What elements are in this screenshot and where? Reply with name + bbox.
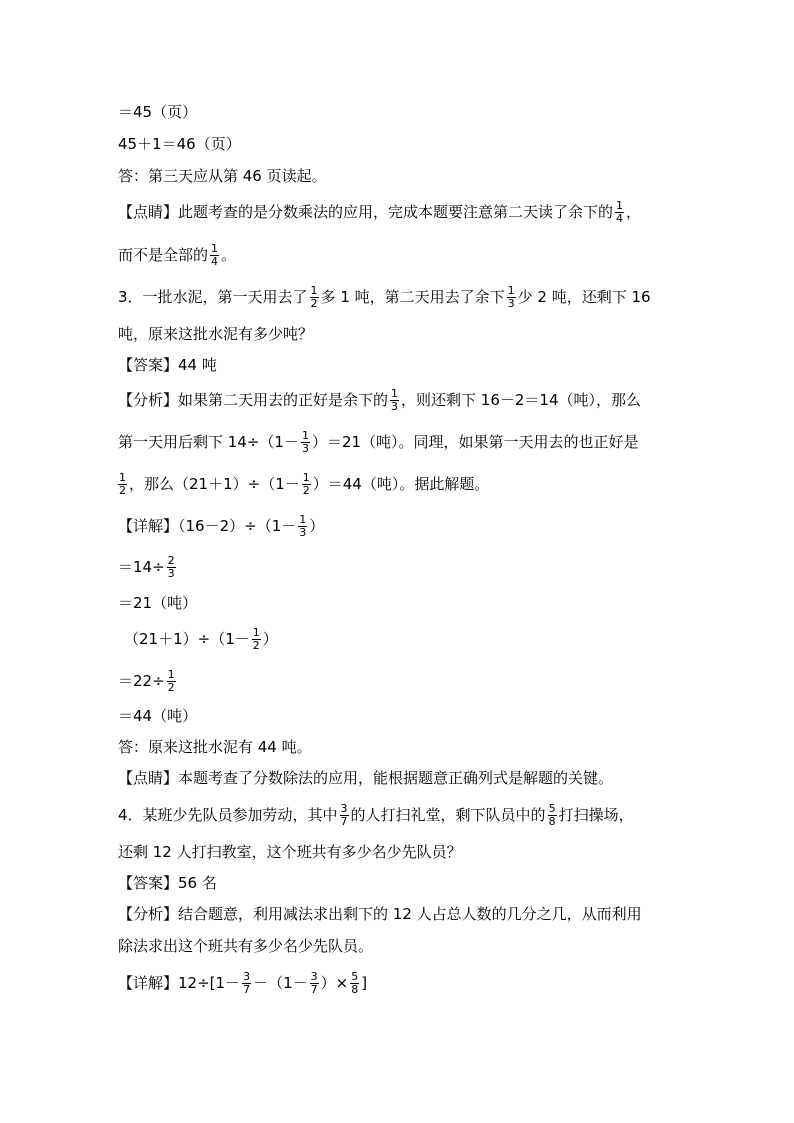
line-text: 还剩 12 人打扫教室，这个班共有多少名少先队员？ bbox=[118, 843, 462, 861]
text-line bbox=[118, 134, 241, 154]
solution-line bbox=[118, 514, 324, 539]
comment-line bbox=[118, 200, 641, 225]
fraction-numerator: 1 bbox=[119, 471, 126, 484]
fraction-denominator: 7 bbox=[310, 983, 318, 996]
fraction bbox=[167, 555, 176, 580]
fraction-numerator: 1 bbox=[391, 387, 399, 400]
fraction-denominator: 3 bbox=[301, 442, 309, 455]
line-text: ）＝44（吨）。据此解题。 bbox=[312, 475, 490, 493]
line-text: 【点睛】此题考查的是分数乘法的应用，完成本题要注意第二天读了余下的 bbox=[118, 203, 614, 221]
line-text: 多 1 吨，第二天用去了余下 bbox=[320, 288, 505, 306]
solution-line bbox=[118, 971, 367, 996]
line-text: 答：第三天应从第 46 页读起。 bbox=[118, 167, 327, 185]
line-text: 【答案】44 吨 bbox=[118, 356, 217, 374]
line-text: 【点睛】本题考查了分数除法的应用，能根据题意正确列式是解题的关键。 bbox=[118, 769, 614, 787]
line-text: 答：原来这批水泥有 44 吨。 bbox=[118, 738, 312, 756]
line-text: －（1－ bbox=[253, 974, 308, 992]
fraction-numerator: 1 bbox=[301, 429, 309, 442]
solution-line bbox=[118, 669, 178, 694]
comment-line bbox=[118, 768, 613, 788]
fraction bbox=[615, 200, 624, 225]
fraction-denominator: 7 bbox=[243, 983, 251, 996]
fraction-denominator: 4 bbox=[211, 255, 219, 268]
line-text: 除法求出这个班共有多少名少先队员。 bbox=[118, 937, 374, 955]
line-text: 少 2 吨，还剩下 16 bbox=[517, 288, 651, 306]
fraction bbox=[302, 472, 311, 497]
question-line bbox=[118, 803, 634, 828]
fraction-denominator: 3 bbox=[391, 400, 399, 413]
line-text: 打扫操场， bbox=[558, 806, 634, 824]
fraction bbox=[310, 971, 319, 996]
analysis-line bbox=[118, 904, 642, 924]
fraction-denominator: 8 bbox=[351, 983, 359, 996]
comment-line bbox=[118, 243, 236, 268]
line-text: 【详解】12÷[1－ bbox=[118, 974, 241, 992]
fraction bbox=[350, 971, 359, 996]
analysis-line bbox=[118, 388, 641, 413]
fraction-numerator: 1 bbox=[310, 284, 318, 297]
line-text: 【分析】如果第二天用去的正好是余下的 bbox=[118, 391, 389, 409]
fraction-numerator: 1 bbox=[507, 284, 515, 297]
line-text: ＝14÷ bbox=[118, 558, 165, 576]
line-text: 而不是全部的 bbox=[118, 246, 209, 264]
fraction bbox=[167, 669, 176, 694]
line-text: 3．一批水泥，第一天用去了 bbox=[118, 288, 308, 306]
solution-line bbox=[118, 593, 197, 613]
fraction-denominator: 3 bbox=[507, 297, 515, 310]
fraction-numerator: 3 bbox=[310, 970, 318, 983]
line-text: ＝44（吨） bbox=[118, 707, 198, 725]
line-text: ，那么（21＋1）÷（1－ bbox=[129, 475, 300, 493]
question-line bbox=[118, 842, 462, 862]
fraction bbox=[340, 803, 349, 828]
line-text: 第一天用后剩下 14÷（1－ bbox=[118, 433, 299, 451]
fraction-denominator: 2 bbox=[310, 297, 318, 310]
fraction-numerator: 1 bbox=[252, 626, 260, 639]
text-line bbox=[118, 102, 197, 122]
line-text: ， bbox=[626, 203, 642, 221]
fraction-denominator: 2 bbox=[119, 484, 126, 497]
analysis-line bbox=[118, 936, 373, 956]
fraction-numerator: 1 bbox=[211, 242, 219, 255]
fraction-numerator: 3 bbox=[340, 802, 348, 815]
fraction bbox=[310, 285, 319, 310]
fraction bbox=[298, 514, 307, 539]
fraction-numerator: 1 bbox=[167, 668, 175, 681]
line-text: ） bbox=[262, 630, 278, 648]
line-text: ，则还剩下 16－2＝14（吨），那么 bbox=[401, 391, 642, 409]
line-text: 【答案】56 名 bbox=[118, 874, 217, 892]
line-text: ＝22÷ bbox=[118, 672, 165, 690]
fraction bbox=[390, 388, 399, 413]
fraction bbox=[242, 971, 251, 996]
question-line bbox=[118, 324, 313, 344]
solution-line bbox=[118, 555, 178, 580]
fraction-numerator: 1 bbox=[302, 471, 310, 484]
line-text: 45＋1＝46（页） bbox=[118, 135, 241, 153]
line-text: 4．某班少先队员参加劳动，其中 bbox=[118, 806, 338, 824]
line-text: 【详解】（16－2）÷（1－ bbox=[118, 517, 297, 535]
line-text: ＝21（吨） bbox=[118, 594, 198, 612]
line-text: ）＝21（吨）。同理，如果第一天用去的也正好是 bbox=[311, 433, 639, 451]
fraction-numerator: 1 bbox=[616, 199, 624, 212]
solution-line bbox=[118, 706, 197, 726]
fraction bbox=[118, 472, 127, 497]
fraction-numerator: 2 bbox=[167, 554, 175, 567]
question-line bbox=[118, 285, 651, 310]
answer-line bbox=[118, 166, 327, 186]
fraction-denominator: 2 bbox=[302, 484, 310, 497]
fraction bbox=[252, 627, 261, 652]
fraction bbox=[548, 803, 557, 828]
fraction-numerator: 5 bbox=[548, 802, 556, 815]
fraction-denominator: 2 bbox=[252, 639, 260, 652]
answer-line bbox=[118, 737, 312, 757]
fraction bbox=[210, 243, 219, 268]
answer-line bbox=[118, 873, 217, 893]
line-text: ）× bbox=[320, 974, 349, 992]
fraction-denominator: 3 bbox=[299, 526, 307, 539]
line-text: ] bbox=[361, 974, 368, 992]
line-text: ＝45（页） bbox=[118, 103, 198, 121]
solution-line bbox=[124, 627, 278, 652]
fraction-denominator: 3 bbox=[167, 567, 175, 580]
fraction-numerator: 1 bbox=[299, 513, 307, 526]
fraction-denominator: 7 bbox=[340, 815, 348, 828]
analysis-line bbox=[118, 430, 639, 455]
line-text: 吨，原来这批水泥有多少吨？ bbox=[118, 325, 314, 343]
line-text: 【分析】结合题意，利用减法求出剩下的 12 人占总人数的几分之几，从而利用 bbox=[118, 905, 642, 923]
line-text: （21＋1）÷（1－ bbox=[124, 630, 250, 648]
fraction bbox=[301, 430, 310, 455]
answer-line bbox=[118, 355, 217, 375]
line-text: 。 bbox=[221, 246, 237, 264]
fraction bbox=[507, 285, 516, 310]
fraction-numerator: 3 bbox=[243, 970, 251, 983]
fraction-numerator: 5 bbox=[351, 970, 359, 983]
fraction-denominator: 8 bbox=[548, 815, 556, 828]
fraction-denominator: 4 bbox=[616, 212, 624, 225]
line-text: 的人打扫礼堂，剩下队员中的 bbox=[350, 806, 546, 824]
line-text: ） bbox=[309, 517, 325, 535]
analysis-line bbox=[118, 472, 489, 497]
fraction-denominator: 2 bbox=[167, 681, 175, 694]
